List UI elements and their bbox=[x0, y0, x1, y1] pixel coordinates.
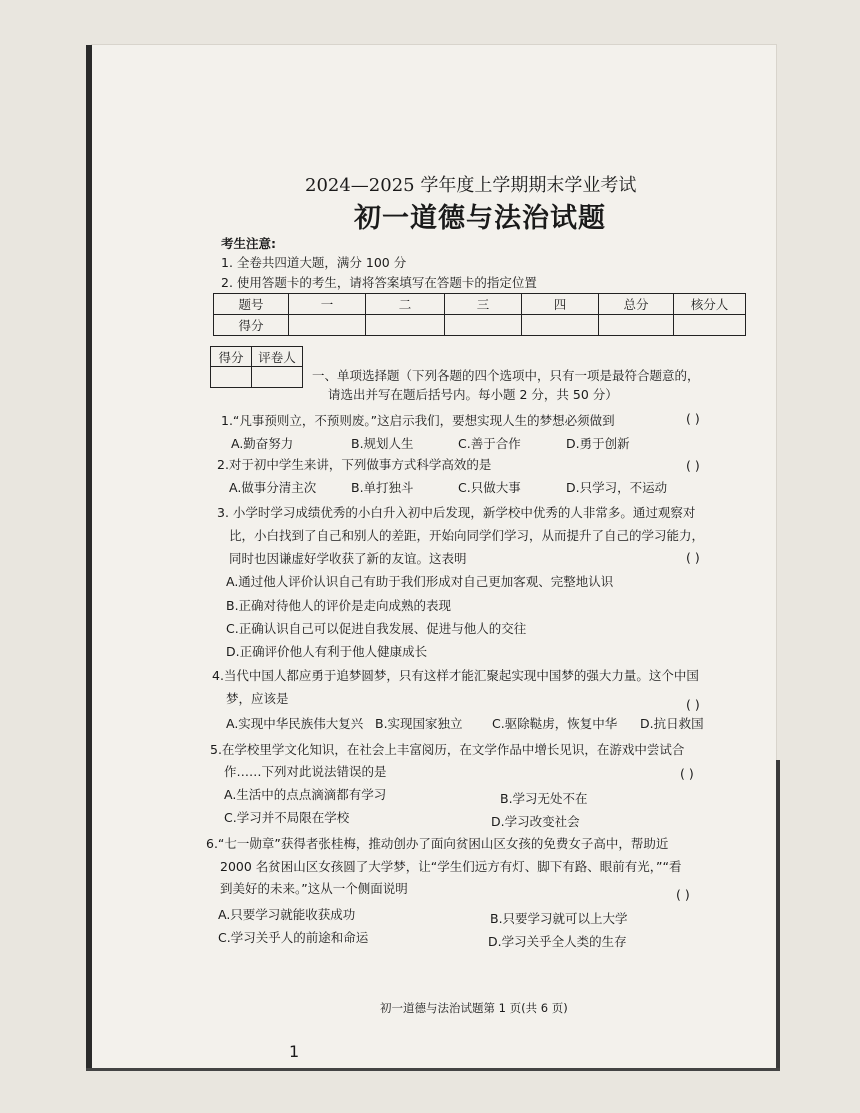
question-6-option-d: D.学习关乎全人类的生存 bbox=[488, 934, 627, 949]
page-footer: 初一道德与法治试题第 1 页(共 6 页) bbox=[380, 1001, 568, 1015]
question-1-option-a: A.勤奋努力 bbox=[231, 436, 294, 451]
question-5-stem-line2: 作……下列对此说法错误的是 bbox=[224, 764, 387, 779]
answer-paren[interactable]: ( ) bbox=[686, 411, 700, 426]
question-4-stem-line1: 4.当代中国人都应勇于追梦圆梦，只有这样才能汇聚起实现中国梦的强大力量。这个中国 bbox=[212, 668, 699, 683]
score-header-cell: 一 bbox=[289, 294, 366, 315]
section1-heading-line1: 一、单项选择题（下列各题的四个选项中，只有一项是最符合题意的， bbox=[312, 368, 700, 383]
question-6-stem-line1: 6.“七一勋章”获得者张桂梅，推动创办了面向贫困山区女孩的免费女子高中，帮助近 bbox=[206, 836, 669, 851]
score-row-label: 得分 bbox=[214, 315, 289, 336]
question-1-option-d: D.勇于创新 bbox=[566, 436, 630, 451]
score-header-cell: 题号 bbox=[214, 294, 289, 315]
question-2-stem: 2.对于初中学生来讲，下列做事方式科学高效的是 bbox=[217, 457, 492, 472]
score-cell[interactable] bbox=[289, 315, 366, 336]
notice-item-1: 1. 全卷共四道大题，满分 100 分 bbox=[221, 255, 407, 270]
answer-paren[interactable]: ( ) bbox=[686, 458, 700, 473]
grader-cell[interactable] bbox=[211, 367, 252, 388]
question-6-option-b: B.只要学习就可以上大学 bbox=[490, 911, 628, 926]
question-2-option-c: C.只做大事 bbox=[458, 480, 521, 495]
score-cell[interactable] bbox=[366, 315, 445, 336]
question-2-option-a: A.做事分清主次 bbox=[229, 480, 317, 495]
question-5-stem-line1: 5.在学校里学文化知识，在社会上丰富阅历，在文学作品中增长见识，在游戏中尝试合 bbox=[210, 742, 685, 757]
score-header-cell: 二 bbox=[366, 294, 445, 315]
question-3-option-b: B.正确对待他人的评价是走向成熟的表现 bbox=[226, 598, 452, 613]
question-4-option-a: A.实现中华民族伟大复兴 bbox=[226, 716, 364, 731]
question-6-option-c: C.学习关乎人的前途和命运 bbox=[218, 930, 369, 945]
scan-edge-left bbox=[86, 45, 92, 1070]
notice-heading: 考生注意: bbox=[221, 236, 276, 251]
score-header-cell: 三 bbox=[445, 294, 522, 315]
scan-edge-right bbox=[776, 760, 780, 1070]
score-cell[interactable] bbox=[445, 315, 522, 336]
grader-table bbox=[210, 346, 303, 388]
section1-heading-line2: 请选出并写在题后括号内。每小题 2 分，共 50 分） bbox=[328, 387, 618, 402]
score-table bbox=[213, 293, 746, 336]
question-4-option-b: B.实现国家独立 bbox=[375, 716, 463, 731]
question-2-option-d: D.只学习，不运动 bbox=[566, 480, 668, 495]
scan-edge-bottom bbox=[86, 1068, 780, 1071]
question-6-stem-line2: 2000 名贫困山区女孩圆了大学梦，让“学生们远方有灯、脚下有路、眼前有光，”“看 bbox=[220, 859, 682, 874]
question-6-option-a: A.只要学习就能收获成功 bbox=[218, 907, 356, 922]
question-5-option-c: C.学习并不局限在学校 bbox=[224, 810, 350, 825]
question-3-stem-line1: 3. 小学时学习成绩优秀的小白升入初中后发现，新学校中优秀的人非常多。通过观察对 bbox=[217, 505, 696, 520]
grader-label: 得分 bbox=[211, 347, 252, 367]
question-3-option-d: D.正确评价他人有利于他人健康成长 bbox=[226, 644, 428, 659]
score-header-cell: 总分 bbox=[599, 294, 674, 315]
score-cell[interactable] bbox=[599, 315, 674, 336]
answer-paren[interactable]: ( ) bbox=[686, 550, 700, 565]
question-3-stem-line2: 比，小白找到了自己和别人的差距，开始向同学们学习，从而提升了自己的学习能力， bbox=[229, 528, 705, 543]
score-cell[interactable] bbox=[674, 315, 746, 336]
question-3-stem-line3: 同时也因谦虚好学收获了新的友谊。这表明 bbox=[229, 551, 467, 566]
question-4-stem-line2: 梦，应该是 bbox=[226, 691, 289, 706]
answer-paren[interactable]: ( ) bbox=[680, 766, 694, 781]
answer-paren[interactable]: ( ) bbox=[676, 887, 690, 902]
answer-paren[interactable]: ( ) bbox=[686, 697, 700, 712]
question-1-stem: 1.“凡事预则立，不预则废。”这启示我们，要想实现人生的梦想必须做到 bbox=[221, 413, 615, 428]
exam-year-line: 2024—2025 学年度上学期期末学业考试 bbox=[305, 175, 637, 196]
score-header-cell: 核分人 bbox=[674, 294, 746, 315]
question-3-option-a: A.通过他人评价认识自己有助于我们形成对自己更加客观、完整地认识 bbox=[226, 574, 614, 589]
grader-label: 评卷人 bbox=[252, 347, 303, 367]
score-cell[interactable] bbox=[522, 315, 599, 336]
notice-item-2: 2. 使用答题卡的考生，请将答案填写在答题卡的指定位置 bbox=[221, 275, 537, 290]
question-1-option-b: B.规划人生 bbox=[351, 436, 414, 451]
question-4-option-d: D.抗日救国 bbox=[640, 716, 704, 731]
question-3-option-c: C.正确认识自己可以促进自我发展、促进与他人的交往 bbox=[226, 621, 527, 636]
question-5-option-d: D.学习改变社会 bbox=[491, 814, 580, 829]
question-1-option-c: C.善于合作 bbox=[458, 436, 521, 451]
question-5-option-b: B.学习无处不在 bbox=[500, 791, 588, 806]
question-6-stem-line3: 到美好的未来。”这从一个侧面说明 bbox=[220, 881, 408, 896]
grader-cell[interactable] bbox=[252, 367, 303, 388]
question-5-option-a: A.生活中的点点滴滴都有学习 bbox=[224, 787, 387, 802]
score-header-cell: 四 bbox=[522, 294, 599, 315]
question-2-option-b: B.单打独斗 bbox=[351, 480, 414, 495]
bottom-mark: 1 bbox=[289, 1042, 300, 1061]
exam-title: 初一道德与法治试题 bbox=[354, 203, 606, 234]
question-4-option-c: C.驱除鞑虏，恢复中华 bbox=[492, 716, 618, 731]
